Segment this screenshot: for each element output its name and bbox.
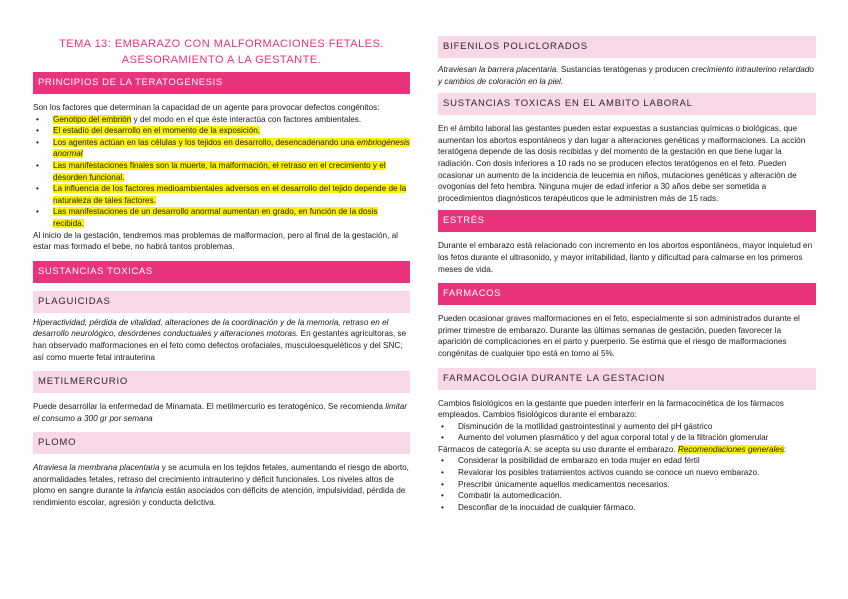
section-heading-laboral: SUSTANCIAS TOXICAS EN EL AMBITO LABORAL [438,93,816,115]
section-heading-plaguicidas: PLAGUICIDAS [33,291,410,313]
principios-outro: Al inicio de la gestación, tendremos mas problemas de malformacion, pero al final de la gestación, al estar mas formado el bebe, no habrá tantos problemas. [33,230,398,252]
section-heading-bifenilos: BIFENILOS POLICLORADOS [438,36,816,58]
estres-text: Durante el embarazo está relacionado con incremento en los abortos espontáneos, mayor inquietud en los fetos durante el ultrasonido, y mayor irritabilidad, llanto y dificultad para calmarse en los primeros meses de vida. [438,241,813,274]
plaguicidas-text: Hiperactividad, pérdida de vitalidad, alteraciones de la coordinación y de la memoria, retraso en el desarrollo neurológico, desórdenes conductuales y alteraciones motoras. En gestantes agricultoras, se han observado malformaciones en el feto como defectos orofaciales, musculoesqueléticos y del SNC; así como muerte fetal intrauterina [33,317,407,362]
list-item: • Considerar la posibilidad de embarazo en toda mujer en edad fértil [458,455,816,467]
principios-list [33,114,410,230]
laboral-text: En el ámbito laboral las gestantes pueden estar expuestas a sustancias químicas o biológicas, que aumentan los abortos espontáneos y dan lugar a alteraciones genéticas y malformaciones. La acción teratógena depende de las dosis recibidas y del momento de la gestación en que tiene lugar la radiación. Con dosis inferiores a 10 rads no se producen efectos teratógenos en el feto. Pueden ocasionar un aumento de la incidencia de leucemia en niños, mutaciones genéticas y alteración de ovogonias del feto hembra. Ninguna mujer de edad inferior a 30 años debe ser sometida a procedimientos diagnósticos terapéuticos que le administren más de 15 rads. [438,124,806,203]
list-item: • Los agentes actúan en las células y los tejidos en desarrollo, desencadenando una embriogénesis anormal [53,137,410,160]
list-item: • Prescribir únicamente aquellos medicamentos necesarios. [458,479,816,491]
list-item: • Desconfiar de la inocuidad de cualquier fármaco. [458,502,816,514]
section-heading-farmacos: FARMACOS [438,283,816,305]
right-column [438,0,816,513]
left-column [33,0,410,509]
recomendaciones-list [438,455,816,513]
list-item: • El estadio del desarrollo en el momento de la exposición. [53,125,410,137]
document-title [33,36,410,68]
cambios-list [438,421,816,444]
plomo-text: Atraviesa la membrana placentaria y se acumula en los tejidos fetales, aumentando el riesgo de aborto, anormalidades fetales, retraso del crecimiento intrauterino y déficit funcionales. Los niveles altos de plomo en sangre durante la infancia están asociados con déficits de atención, impulsividad, pérdida de rendimiento escolar, agresión y conducta delictiva. [33,463,409,508]
section-heading-plomo: PLOMO [33,432,410,454]
section-heading-sustancias: SUSTANCIAS TOXICAS [33,261,410,283]
list-item: • Disminución de la motilidad gastrointestinal y aumento del pH gástrico [458,421,816,433]
title-line-2: ASESORAMIENTO A LA GESTANTE. [121,54,322,66]
categoria-text: Fármacos de categoría A: se acepta su uso durante el embarazo. Recomendaciones generales: [438,444,787,454]
list-item: • Las manifestaciones de un desarrollo anormal aumentan en grado, en función de la dosis recibida. [53,206,410,229]
bifenilos-text: Atraviesan la barrera placentaria. Sustancias teratógenas y producen crecimiento intrauterino retardado y cambios de coloración en la piel. [438,65,814,86]
farmacos-text: Pueden ocasionar graves malformaciones en el feto, especialmente si son administrados durante el primer trimestre de embarazo. Durante las últimas semanas de gestación, pueden favorecer la aparición de complicaciones en el parto y puerperio. Se estima que el riesgo de malformaciones congénitas de cualquier tipo está en torno al 5%. [438,314,800,358]
section-heading-farmacologia: FARMACOLOGIA DURANTE LA GESTACION [438,368,816,390]
list-item: • La influencia de los factores medioambientales adversos en el desarrollo del tejido depende de la naturaleza de tales factores. [53,183,410,206]
list-item: • Genotipo del embrión y del modo en el que éste interactúa con factores ambientales. [53,114,410,126]
title-line-1: TEMA 13: EMBARAZO CON MALFORMACIONES FETALES. [59,38,384,50]
section-heading-principios: PRINCIPIOS DE LA TERATOGENESIS [33,72,410,94]
metilmercurio-text: Puede desarrollar la enfermedad de Minamata. El metilmercurio es teratogénico. Se recomienda limitar el consumo a 300 gr por semana [33,402,408,423]
farmacologia-intro: Cambios fisiológicos en la gestante que pueden interferir en la farmacocinética de los fármacos empleados. Cambios fisiológicos durante el embarazo: [438,398,784,420]
section-heading-metilmercurio: METILMERCURIO [33,371,410,393]
principios-intro: Son los factores que determinan la capacidad de un agente para provocar defectos congénitos: [33,103,380,112]
list-item: • Revalorar los posibles tratamientos activos cuando se conoce un nuevo embarazo. [458,467,816,479]
section-heading-estres: ESTRÉS [438,210,816,232]
list-item: • Las manifestaciones finales son la muerte, la malformación, el retraso en el crecimiento y el desorden funcional. [53,160,410,183]
list-item: • Aumento del volumen plasmático y del agua corporal total y de la filtración glomerular [458,432,816,444]
list-item: • Combatir la automedicación. [458,490,816,502]
